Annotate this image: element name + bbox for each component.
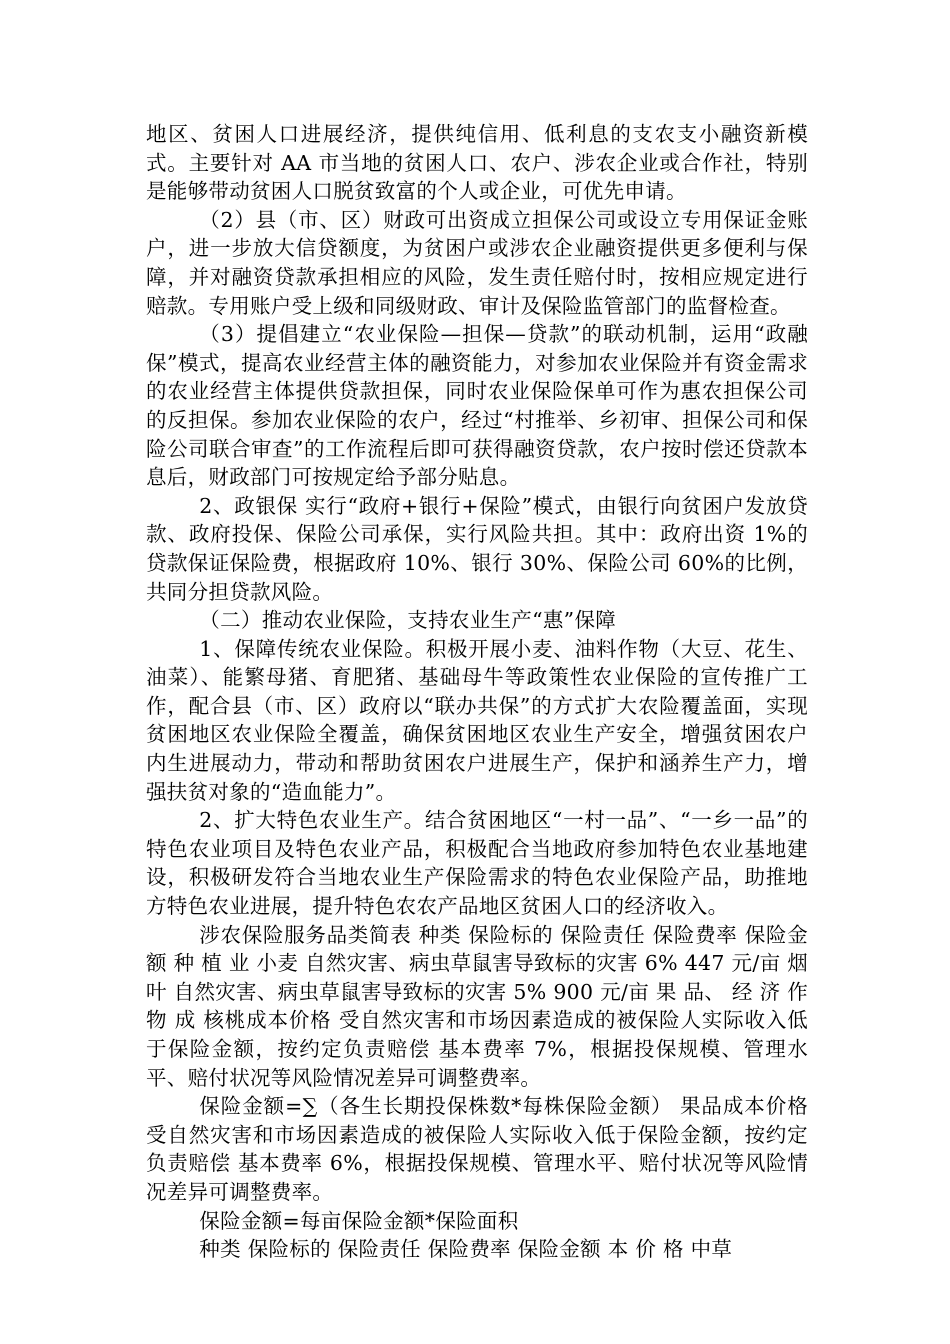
- paragraph-microfinance-continuation: 地区、贫困人口进展经济，提供纯信用、低利息的支农支小融资新模式。主要针对 AA 市当地的贫困人口、农户、涉农企业或合作社，特别是能够带动贫困人口脱贫致富的个人或企业，可优先申请。: [146, 122, 808, 204]
- paragraph-insurance-table-summary: 涉农保险服务品类简表 种类 保险标的 保险责任 保险费率 保险金额 种 植 业 小麦 自然灾害、病虫草鼠害导致标的灾害 6% 447 元/亩 烟叶 自然灾害、病虫草鼠害导致标的灾害 5% 900 元/亩 果 品、 经 济 作 物 成 核桃成本价格 受自然灾害和市场因素造成的被保险人实际收入低于保险金额，按约定负责赔偿 基本费率 7%，根据投保规模、管理水平、赔付状况等风险情况差异可调整费率。: [146, 922, 808, 1090]
- section-heading-agricultural-insurance: （二）推动农业保险，支持农业生产“惠”保障: [199, 608, 617, 633]
- paragraph-traditional-insurance: 1、保障传统农业保险。积极开展小麦、油料作物（大豆、花生、油菜）、能繁母猪、育肥猪、基础母牛等政策性农业保险的宣传推广工作，配合县（市、区）政府以“联办共保”的方式扩大农险覆盖面，实现贫困地区农业保险全覆盖，确保贫困地区农业生产安全，增强贫困农户内生进展动力，带动和帮助贫困农户进展生产，保护和涵养生产力，增强扶贫对象的“造血能力”。: [146, 636, 808, 804]
- paragraph-government-bank-insurance: 2、政银保 实行“政府+银行+保险”模式，由银行向贫困户发放贷款、政府投保、保险公司承保，实行风险共担。其中：政府出资 1%的贷款保证保险费，根据政府 10%、银行 30%、保险公司 60%的比例，共同分担贷款风险。: [146, 493, 808, 604]
- paragraph-guarantee-fund: （2）县（市、区）财政可出资成立担保公司或设立专用保证金账户，进一步放大信贷额度，为贫困户或涉农企业融资提供更多便利与保障，并对融资贷款承担相应的风险，发生责任赔付时，按相应规定进行赔款。专用账户受上级和同级财政、审计及保险监管部门的监督检查。: [146, 207, 808, 318]
- paragraph-insured-amount-formula: 保险金额=∑（各生长期投保株数*每株保险金额） 果品成本价格 受自然灾害和市场因素造成的被保险人实际收入低于保险金额，按约定负责赔偿 基本费率 6%，根据投保规模、管理水平、赔付状况等风险情况差异可调整费率。: [146, 1094, 808, 1204]
- paragraph-area-formula: 保险金额=每亩保险金额*保险面积: [199, 1208, 519, 1233]
- paragraph-table-header-fragment: 种类 保险标的 保险责任 保险费率 保险金额 本 价 格 中草: [199, 1237, 733, 1262]
- paragraph-specialty-agriculture: 2、扩大特色农业生产。结合贫困地区“一村一品”、“一乡一品”的特色农业项目及特色农业产品，积极配合当地政府参加特色农业基地建设，积极研发符合当地农业生产保险需求的特色农业保险产品，助推地方特色农业进展，提升特色农农产品地区贫困人口的经济收入。: [146, 808, 808, 919]
- paragraph-insurance-guarantee-loan: （3）提倡建立“农业保险—担保—贷款”的联动机制，运用“政融保”模式，提高农业经营主体的融资能力，对参加农业保险并有资金需求的农业经营主体提供贷款担保，同时农业保险保单可作为惠农担保公司的反担保。参加农业保险的农户，经过“村推举、乡初审、担保公司和保险公司联合审查”的工作流程后即可获得融资贷款，农户按时偿还贷款本息后，财政部门可按规定给予部分贴息。: [146, 322, 808, 490]
- document-body: [146, 120, 808, 1264]
